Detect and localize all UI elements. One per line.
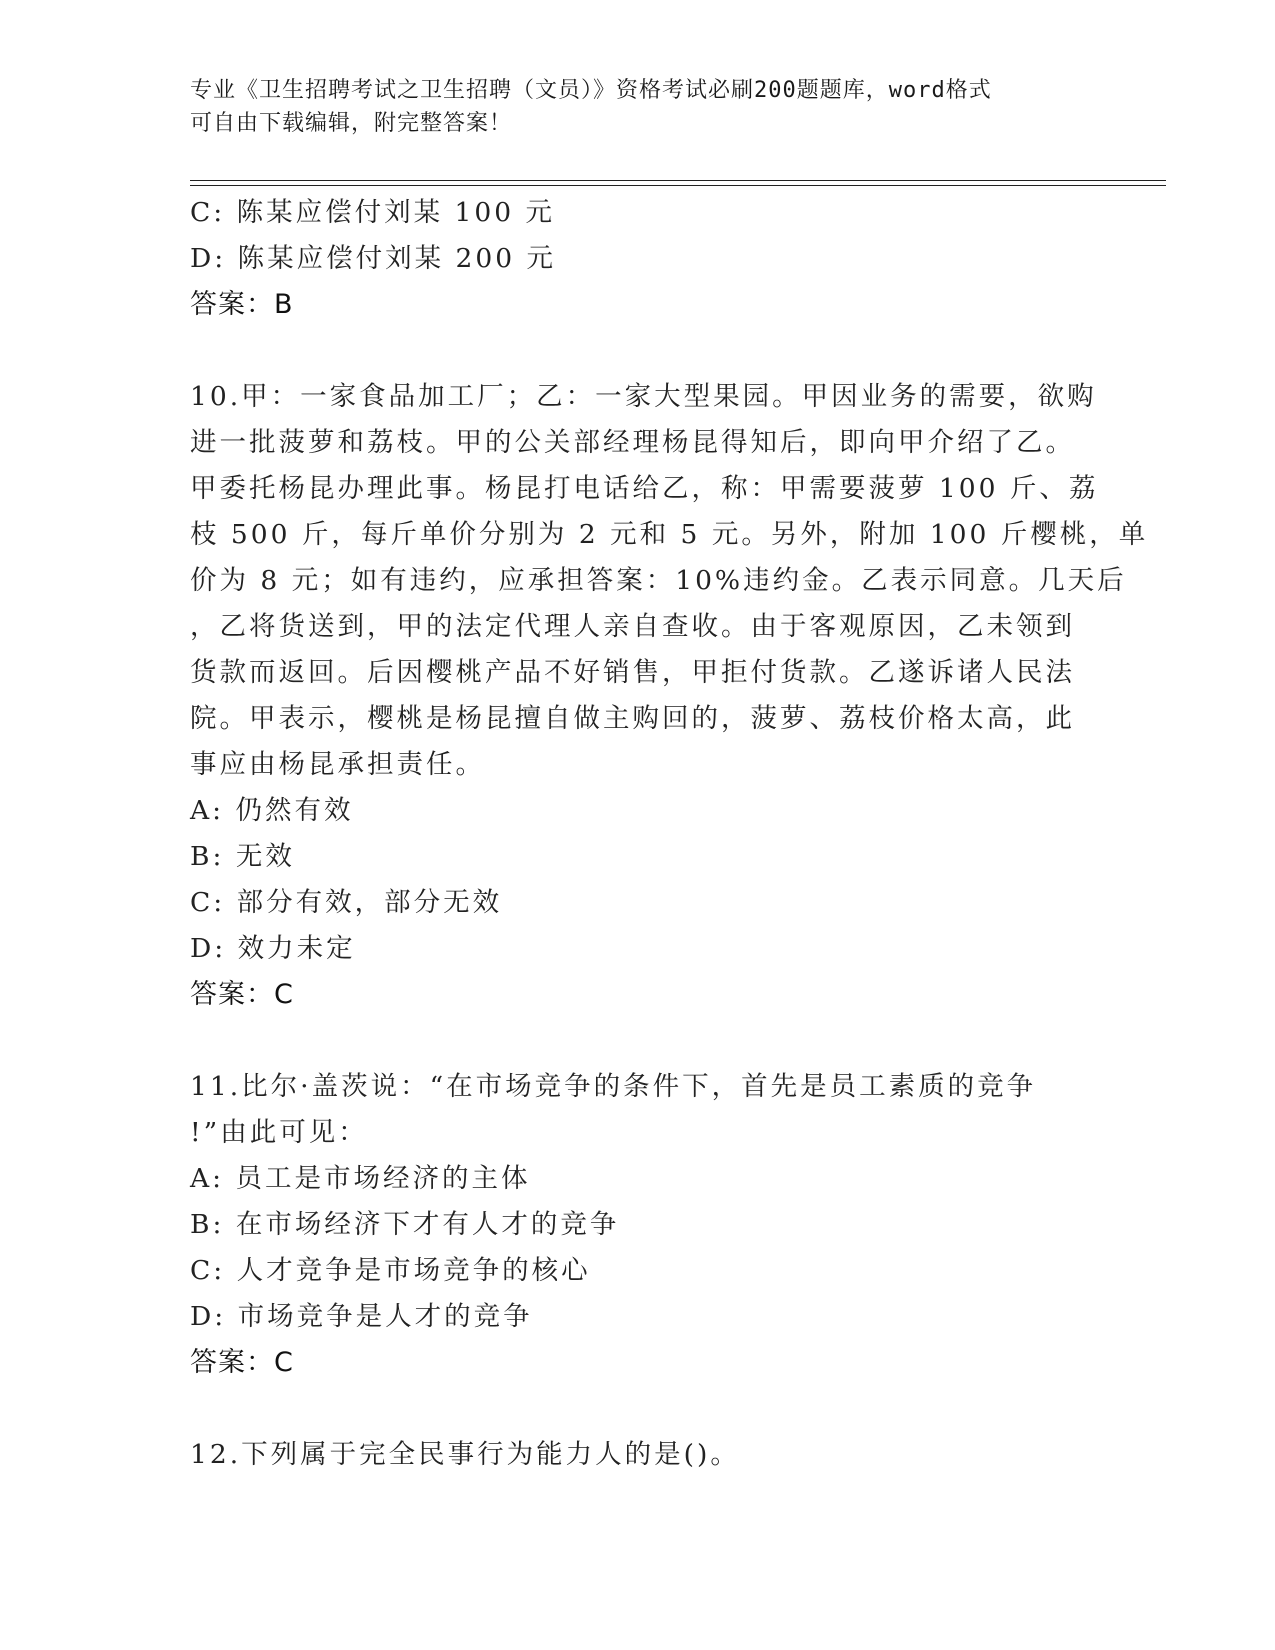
question-stem-line: 事应由杨昆承担责任。 (190, 749, 485, 780)
answer-line: 答案：B (190, 289, 294, 320)
question-stem-line: 枝 500 斤，每斤单价分别为 2 元和 5 元。另外，附加 100 斤樱桃，单 (190, 519, 1149, 550)
question-stem-line: 进一批菠萝和荔枝。甲的公关部经理杨昆得知后，即向甲介绍了乙。 (190, 427, 1075, 458)
question-10 (190, 374, 1149, 1018)
option-a: A: 员工是市场经济的主体 (190, 1163, 531, 1194)
spacer (190, 1018, 1090, 1064)
option-c: C: 陈某应偿付刘某 100 元 (190, 197, 556, 228)
question-stem-line: 10.甲：一家食品加工厂；乙：一家大型果园。甲因业务的需要，欲购 (190, 381, 1097, 412)
question-stem-line: 货款而返回。后因樱桃产品不好销售，甲拒付货款。乙遂诉诸人民法 (190, 657, 1075, 688)
option-b: B: 在市场经济下才有人才的竞争 (190, 1209, 620, 1240)
spacer (190, 1386, 1090, 1432)
option-c: C: 人才竞争是市场竞争的核心 (190, 1255, 591, 1286)
spacer (190, 328, 1090, 374)
question-stem-line: 12.下列属于完全民事行为能力人的是()。 (190, 1439, 740, 1470)
question-12 (190, 1432, 1090, 1478)
option-d: D: 陈某应偿付刘某 200 元 (190, 243, 557, 274)
header-divider-bottom (190, 185, 1166, 186)
option-d: D: 效力未定 (190, 933, 356, 964)
header-title-line-1: 专业《卫生招聘考试之卫生招聘（文员）》资格考试必刷200题题库，word格式 (190, 78, 992, 103)
answer-line: 答案：C (190, 979, 294, 1010)
document-header (190, 74, 1090, 140)
option-a: A: 仍然有效 (190, 795, 354, 826)
question-stem-line: ，乙将货送到，甲的法定代理人亲自查收。由于客观原因，乙未领到 (190, 611, 1075, 642)
question-9-tail (190, 190, 1090, 328)
question-stem-line: !”由此可见： (190, 1117, 368, 1148)
question-11 (190, 1064, 1090, 1386)
question-stem-line: 甲委托杨昆办理此事。杨昆打电话给乙，称：甲需要菠萝 100 斤、荔 (190, 473, 1099, 504)
option-b: B: 无效 (190, 841, 295, 872)
question-stem-line: 11.比尔·盖茨说：“在市场竞争的条件下，首先是员工素质的竞争 (190, 1071, 1037, 1102)
question-stem-line: 价为 8 元；如有违约，应承担答案：10%违约金。乙表示同意。几天后 (190, 565, 1127, 596)
option-d: D: 市场竞争是人才的竞争 (190, 1301, 533, 1332)
option-c: C: 部分有效，部分无效 (190, 887, 503, 918)
answer-line: 答案：C (190, 1347, 294, 1378)
header-divider-top (190, 180, 1166, 181)
question-stem-line: 院。甲表示，樱桃是杨昆擅自做主购回的，菠萝、荔枝价格太高，此 (190, 703, 1075, 734)
header-title-line-2: 可自由下载编辑，附完整答案！ (190, 111, 513, 136)
document-body (190, 190, 1149, 1478)
